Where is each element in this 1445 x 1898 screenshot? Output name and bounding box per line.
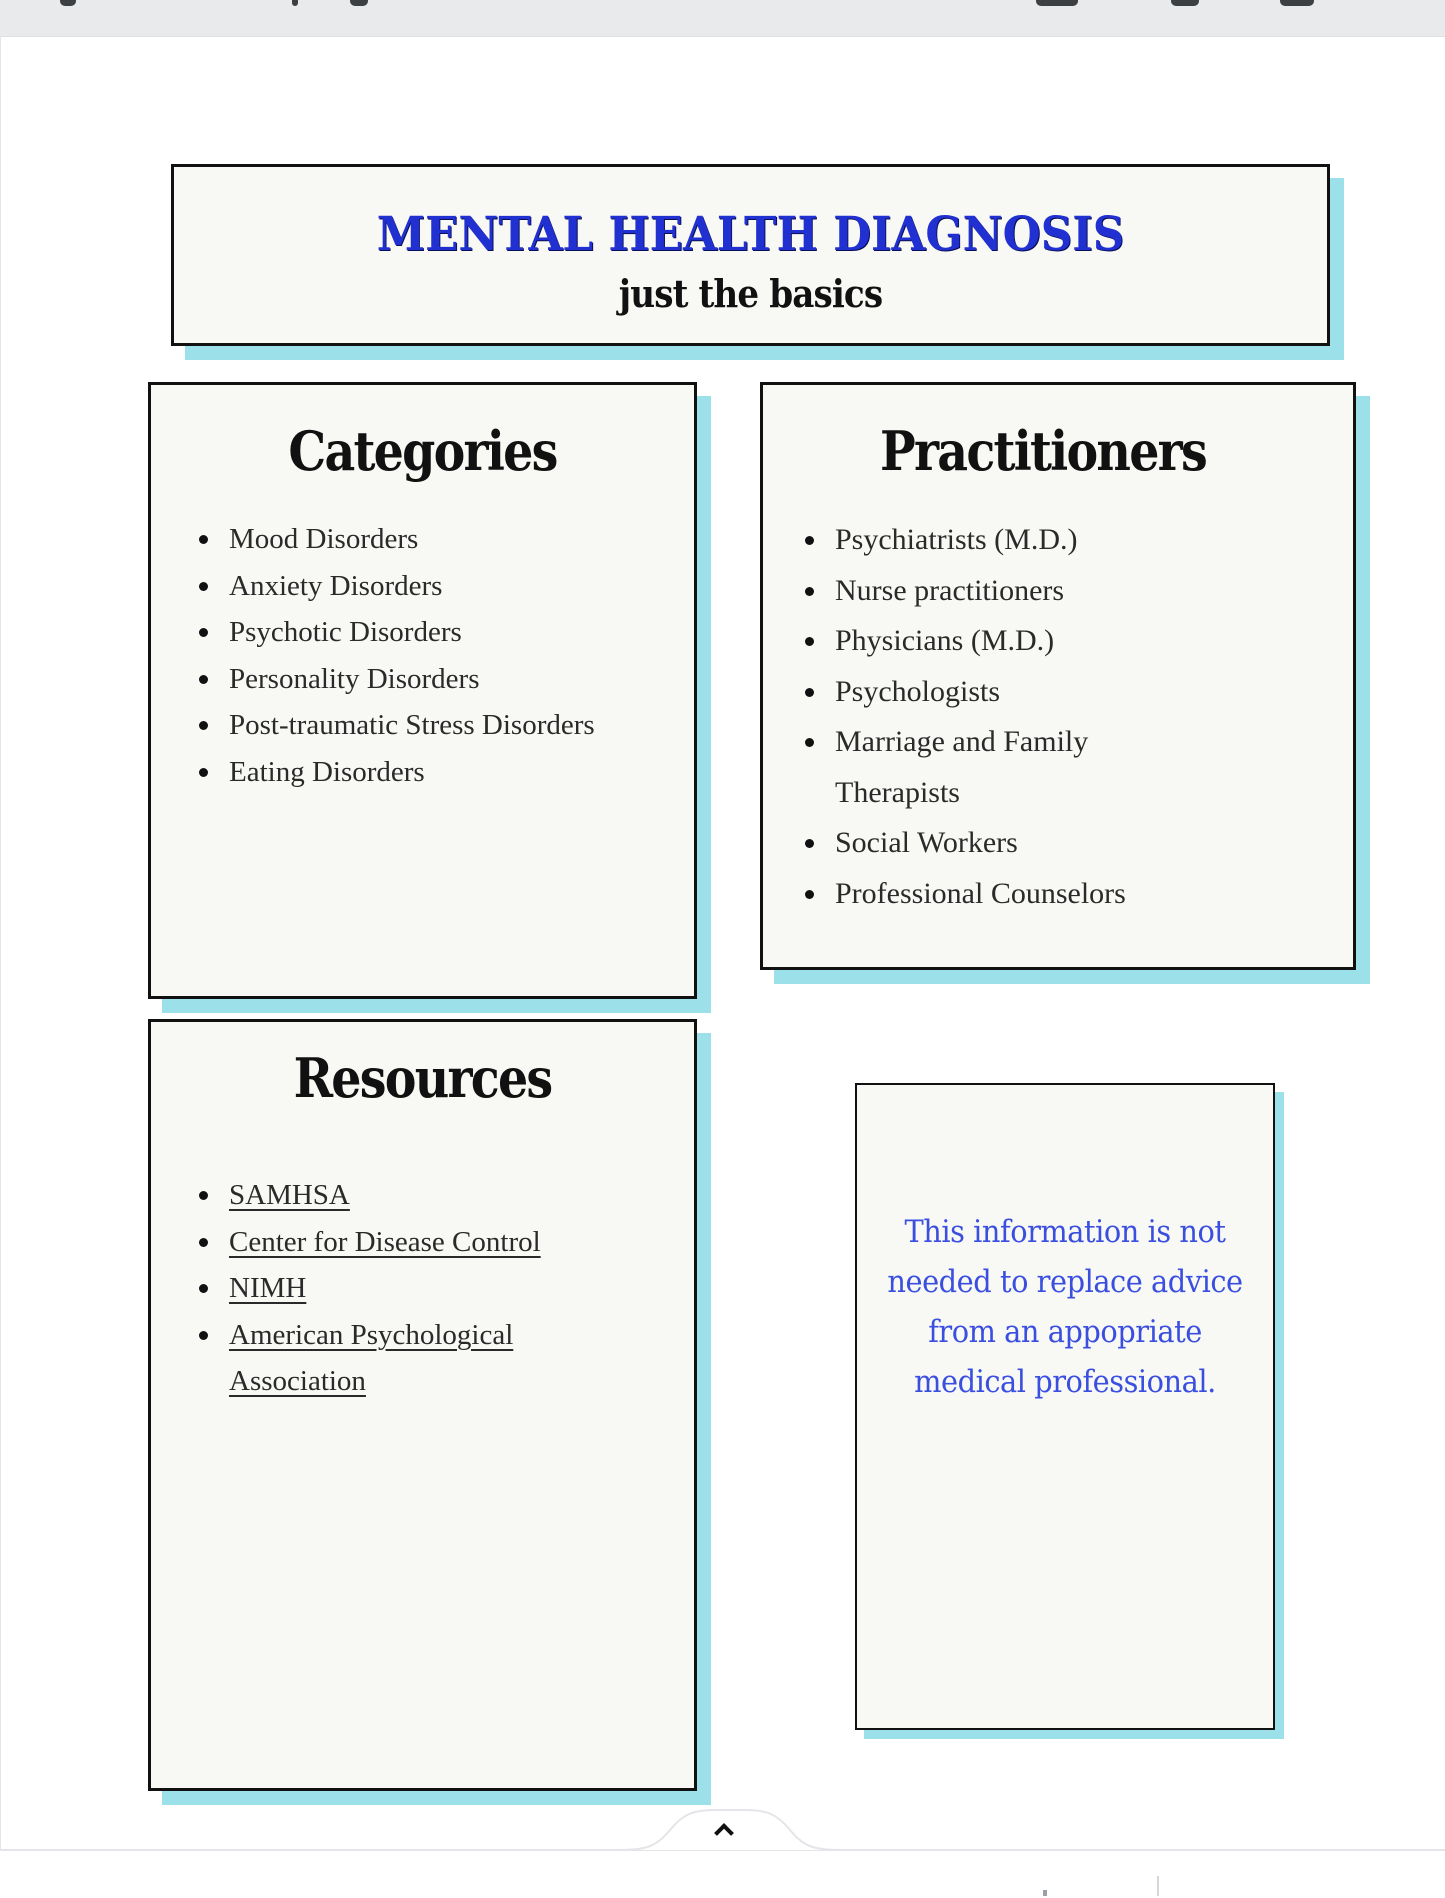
- bullet-icon: [805, 890, 814, 899]
- bullet-icon: [199, 768, 208, 777]
- toolbar-icon[interactable]: [1280, 0, 1314, 6]
- list-item: Post-traumatic Stress Disorders: [229, 702, 595, 749]
- divider: [1157, 1876, 1159, 1896]
- bullet-icon: [199, 721, 208, 730]
- list-item: Psychologists: [835, 667, 1195, 718]
- bullet-icon: [805, 738, 814, 747]
- toolbar-icon[interactable]: [60, 0, 76, 6]
- status-icon: [1043, 1890, 1047, 1896]
- practitioners-card: [760, 382, 1356, 970]
- resources-list: [139, 1172, 609, 1405]
- resources-card: [148, 1019, 697, 1791]
- practitioners-list: [745, 515, 1195, 919]
- bullet-icon: [805, 688, 814, 697]
- disclaimer-card: [855, 1083, 1275, 1730]
- categories-card: [148, 382, 697, 999]
- resource-link-nimh[interactable]: NIMH: [229, 1272, 307, 1304]
- bullet-icon: [805, 536, 814, 545]
- toolbar-icon[interactable]: [1036, 0, 1078, 6]
- list-item: Personality Disorders: [229, 656, 595, 703]
- list-item: Anxiety Disorders: [229, 563, 595, 610]
- bullet-icon: [199, 675, 208, 684]
- list-item: [229, 1172, 609, 1219]
- resource-link-samhsa[interactable]: SAMHSA: [229, 1179, 350, 1211]
- page-title: MENTAL HEALTH DIAGNOSIS: [376, 207, 1125, 262]
- list-item: [229, 1219, 609, 1266]
- categories-list: [139, 516, 595, 795]
- bullet-icon: [805, 839, 814, 848]
- practitioners-heading: Practitioners: [880, 419, 1206, 483]
- bottom-bar: [0, 1849, 1445, 1898]
- list-item: Mood Disorders: [229, 516, 595, 563]
- list-item: Social Workers: [835, 818, 1195, 869]
- disclaimer-text: This information is not needed to replace advice from an appopriate medical professional.: [887, 1214, 1243, 1400]
- list-item: Marriage and Family Therapists: [835, 717, 1195, 818]
- list-item: Physicians (M.D.): [835, 616, 1195, 667]
- bullet-icon: [199, 628, 208, 637]
- list-item: Professional Counselors: [835, 869, 1195, 920]
- list-item: [229, 1265, 609, 1312]
- bullet-icon: [199, 582, 208, 591]
- bullet-icon: [199, 1284, 208, 1293]
- bullet-icon: [199, 1238, 208, 1247]
- bullet-icon: [805, 637, 814, 646]
- categories-heading: Categories: [288, 419, 557, 483]
- toolbar-icon[interactable]: [350, 0, 368, 6]
- toolbar-icon[interactable]: [1171, 0, 1199, 6]
- bullet-icon: [805, 587, 814, 596]
- list-item: [229, 1312, 609, 1405]
- bullet-icon: [199, 1191, 208, 1200]
- resources-heading: Resources: [293, 1046, 552, 1110]
- bullet-icon: [199, 1331, 208, 1340]
- top-toolbar: [0, 0, 1445, 37]
- list-item: Psychotic Disorders: [229, 609, 595, 656]
- page-subtitle: just the basics: [618, 271, 883, 316]
- resource-link-apa[interactable]: American Psychological Association: [229, 1318, 514, 1397]
- toolbar-icon[interactable]: [292, 0, 298, 6]
- resource-link-cdc[interactable]: Center for Disease Control: [229, 1225, 541, 1258]
- list-item: Psychiatrists (M.D.): [835, 515, 1195, 566]
- list-item: Nurse practitioners: [835, 566, 1195, 617]
- title-card: [171, 164, 1330, 346]
- list-item: Eating Disorders: [229, 749, 595, 796]
- bullet-icon: [199, 535, 208, 544]
